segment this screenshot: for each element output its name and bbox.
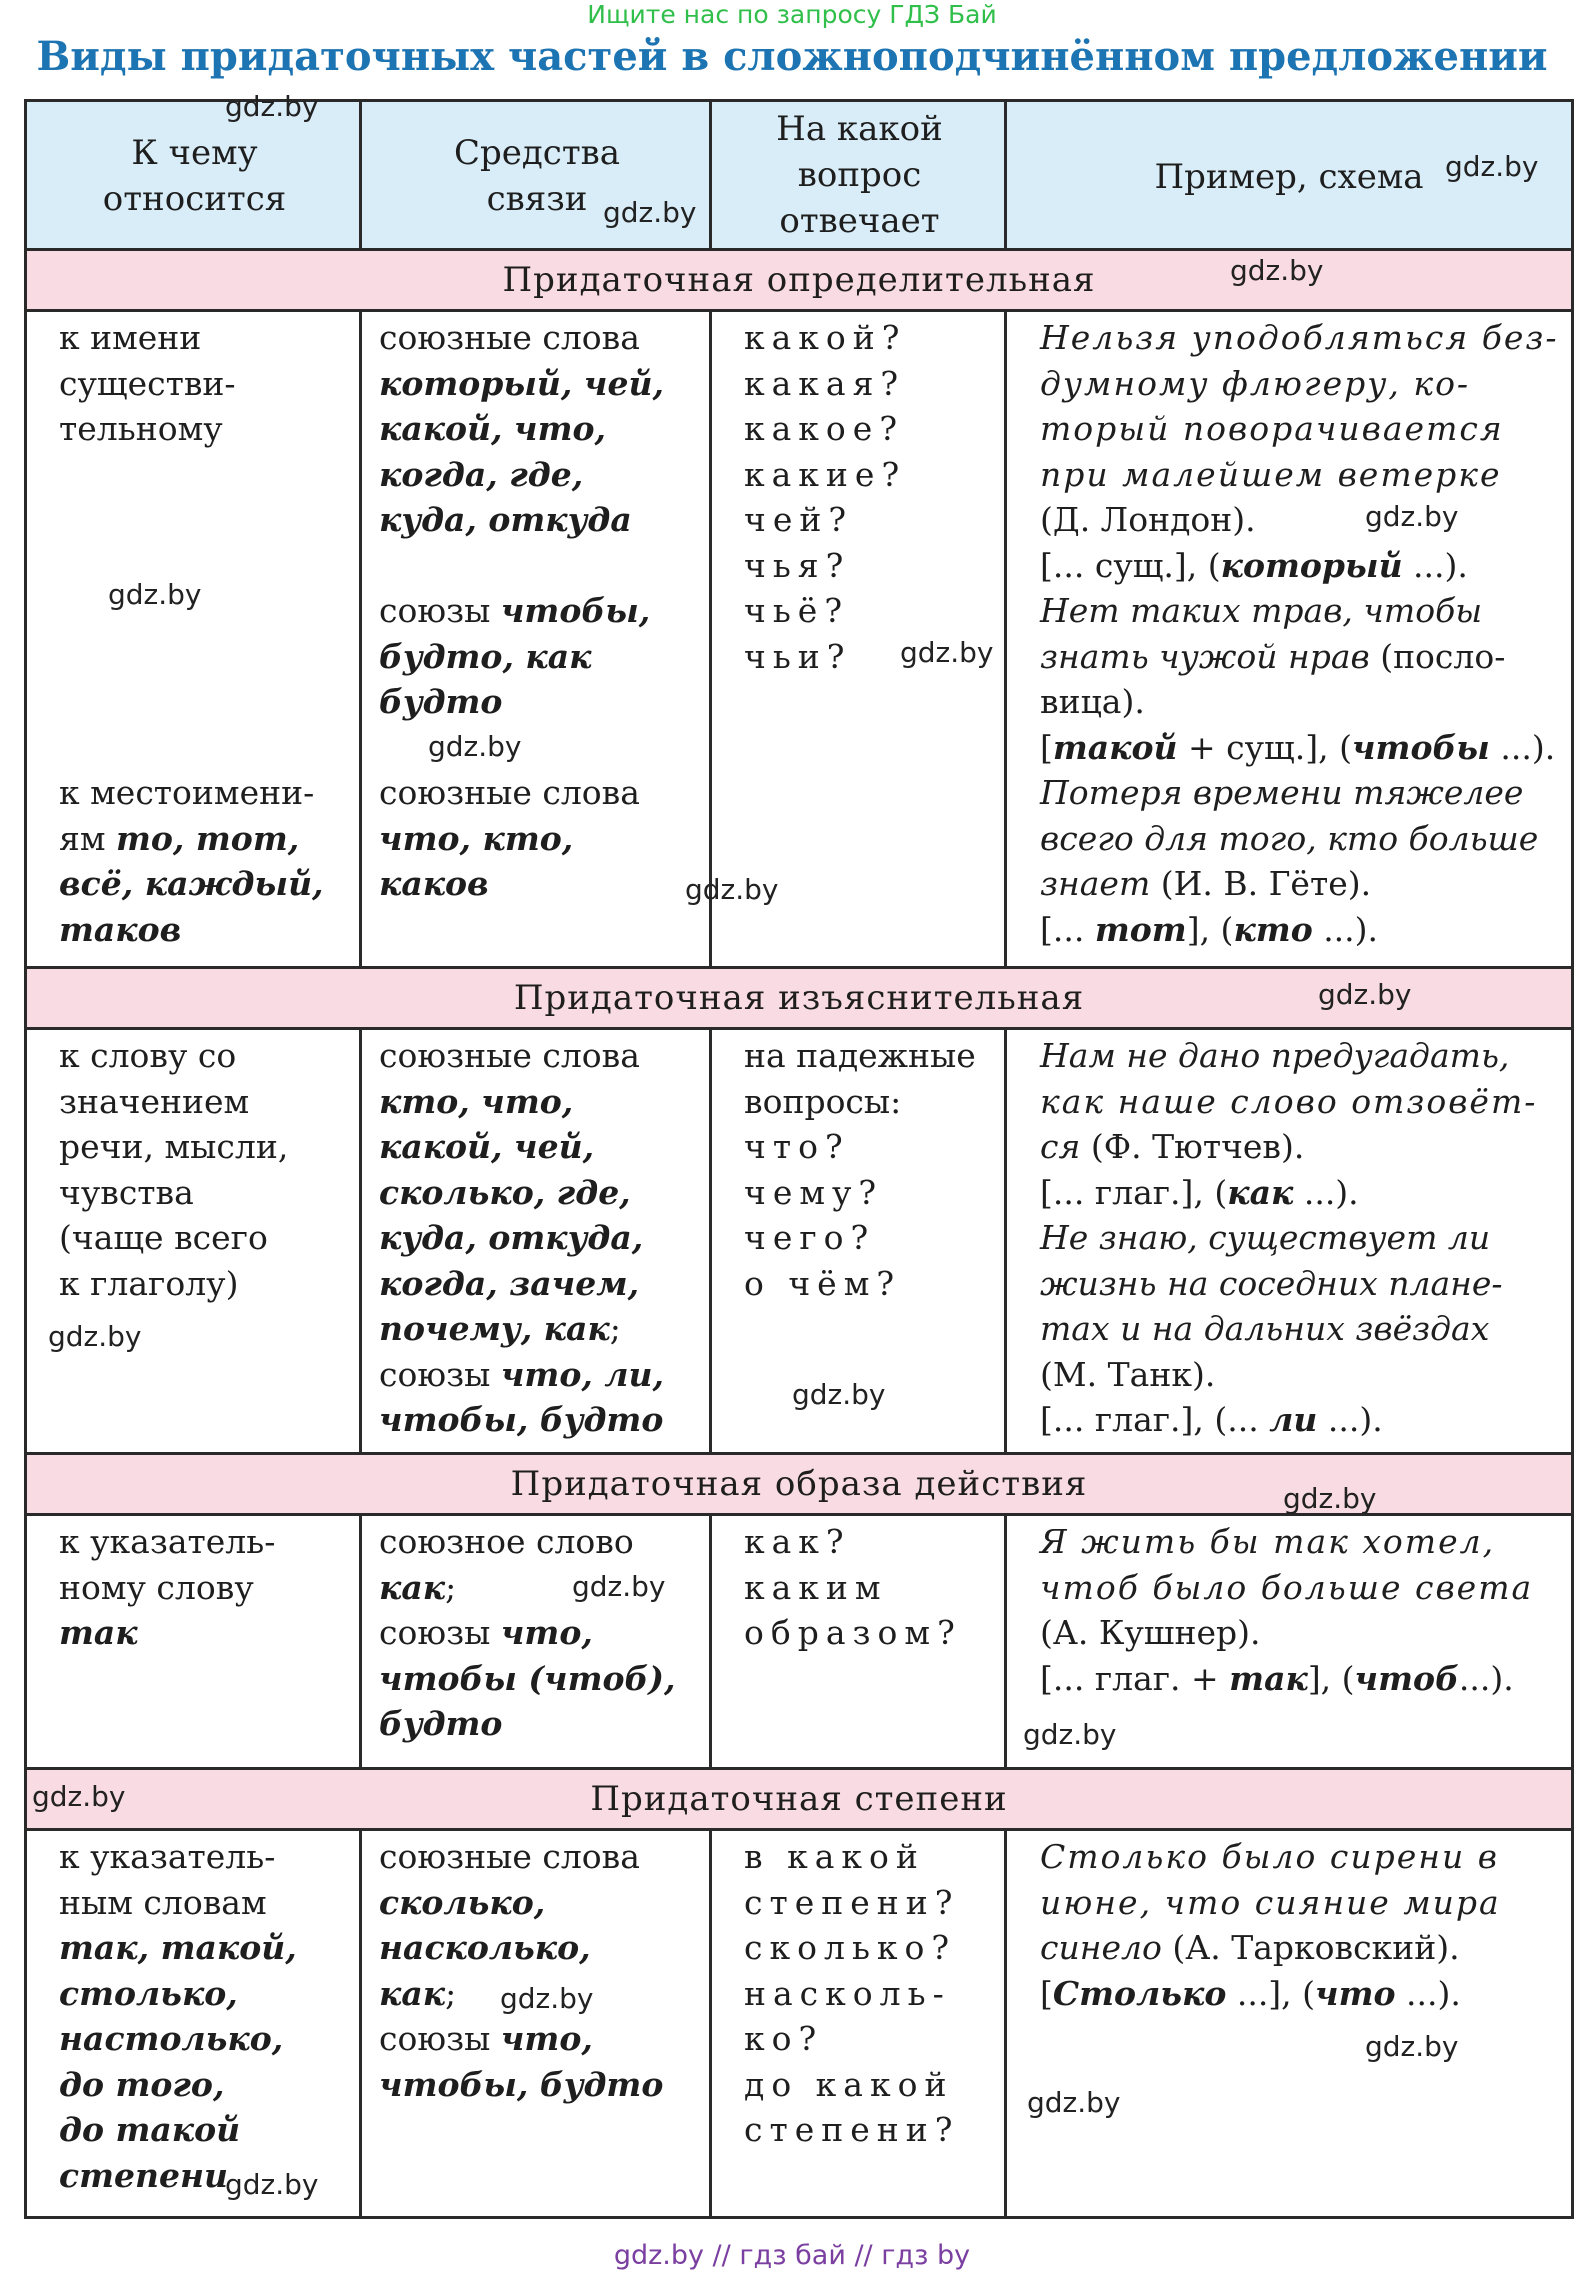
watermark: gdz.by: [572, 1570, 666, 1603]
attr-means-3: союзные слова что, кто, каков: [379, 773, 640, 903]
expl-means: союзные слова кто, что, какой, чей, сколько, где, куда, откуда, когда, зачем, почему, как; союзы что, ли, чтобы, будто: [379, 1036, 664, 1439]
degree-relates: к указатель- ным словам так, такой, столько, настолько, до того, до такой степени: [59, 1837, 297, 2195]
attr-relates-pronoun: к местоимени- ям то, тот, всё, каждый, таков: [59, 773, 324, 949]
watermark: gdz.by: [1283, 1482, 1377, 1515]
manner-example: Я жить бы так хотел, чтоб было больше света (А. Кушнер). [... глаг. + так], (чтоб...).: [1040, 1522, 1534, 1698]
expl-example: Нам не дано предугадать, как наше слово отзовёт- ся (Ф. Тютчев). [... глаг.], (как ...). Не знаю, существует ли жизнь на соседних плане- тах и на дальних звёздах (М. Танк). [... глаг.], (... ли ...).: [1040, 1036, 1538, 1439]
watermark: gdz.by: [1027, 2086, 1121, 2119]
attr-example-1: Нельзя уподобляться без- думному флюгеру, ко- торый поворачивается при малейшем ветерке (Д. Лондон). [... сущ.], (который ...). Нет таких трав, чтобы знать чужой нрав (посло- вица). [такой + сущ.], (чтобы ...).: [1040, 318, 1559, 767]
attr-relates-noun: к имени существи- тельному: [59, 318, 236, 448]
clause-types-table: [24, 99, 1574, 2219]
watermark: gdz.by: [225, 90, 319, 123]
manner-questions: как? каким образом?: [744, 1522, 962, 1652]
attr-example-2: Потеря времени тяжелее всего для того, кто больше знает (И. В. Гёте). [... тот], (кто ...).: [1040, 773, 1539, 949]
degree-questions: в какой степени? сколько? насколь- ко? до какой степени?: [744, 1837, 960, 2149]
watermark: gdz.by: [792, 1378, 886, 1411]
section-attributive: Придаточная определительная: [27, 248, 1571, 312]
degree-example: Столько было сирени в июне, что сияние мира синело (А. Тарковский). [Столько ...], (что ...).: [1040, 1837, 1501, 2013]
section-explanatory: Придаточная изъяснительная: [27, 966, 1571, 1030]
watermark: gdz.by: [1230, 254, 1324, 287]
watermark: gdz.by: [1445, 150, 1539, 183]
watermark: gdz.by: [500, 1982, 594, 2015]
footer-links[interactable]: gdz.by // гдз бай // гдз by: [613, 2240, 971, 2271]
watermark: gdz.by: [685, 873, 779, 906]
header-col-relates-to: К чему относится: [102, 133, 287, 219]
manner-relates: к указатель- ному слову так: [59, 1522, 276, 1652]
header-col-means: Средства связи: [453, 133, 621, 219]
attr-questions: какой? какая? какое? какие? чей? чья? чьё? чьи?: [744, 318, 907, 676]
manner-means: союзное слово как; союзы что, чтобы (чтоб), будто: [379, 1522, 676, 1743]
watermark: gdz.by: [1318, 978, 1412, 1011]
header-col-example: Пример, схема: [1154, 157, 1424, 197]
expl-questions: на падежные вопросы: что? чему? чего? о чём?: [744, 1036, 976, 1303]
attr-means-2: союзы чтобы, будто, как будто: [379, 591, 651, 721]
section-degree: Придаточная степени: [27, 1767, 1571, 1831]
watermark: gdz.by: [1365, 2030, 1459, 2063]
watermark: gdz.by: [108, 578, 202, 611]
watermark: gdz.by: [225, 2168, 319, 2201]
section-manner: Придаточная образа действия: [27, 1452, 1571, 1516]
top-note[interactable]: Ищите нас по запросу ГДЗ Бай: [587, 0, 997, 29]
watermark: gdz.by: [1023, 1718, 1117, 1751]
degree-means: союзные слова сколько, насколько, как; союзы что, чтобы, будто: [379, 1837, 664, 2104]
watermark: gdz.by: [32, 1780, 126, 1813]
header-col-question: На какой вопрос отвечает: [776, 109, 943, 241]
page-title: Виды придаточных частей в сложноподчинённом предложении: [36, 33, 1548, 80]
watermark: gdz.by: [428, 730, 522, 763]
attr-means-1: союзные слова который, чей, какой, что, когда, где, куда, откуда: [379, 318, 664, 539]
watermark: gdz.by: [48, 1320, 142, 1353]
expl-relates: к слову со значением речи, мысли, чувства (чаще всего к глаголу): [59, 1036, 289, 1303]
watermark: gdz.by: [900, 636, 994, 669]
watermark: gdz.by: [603, 196, 697, 229]
watermark: gdz.by: [1365, 500, 1459, 533]
